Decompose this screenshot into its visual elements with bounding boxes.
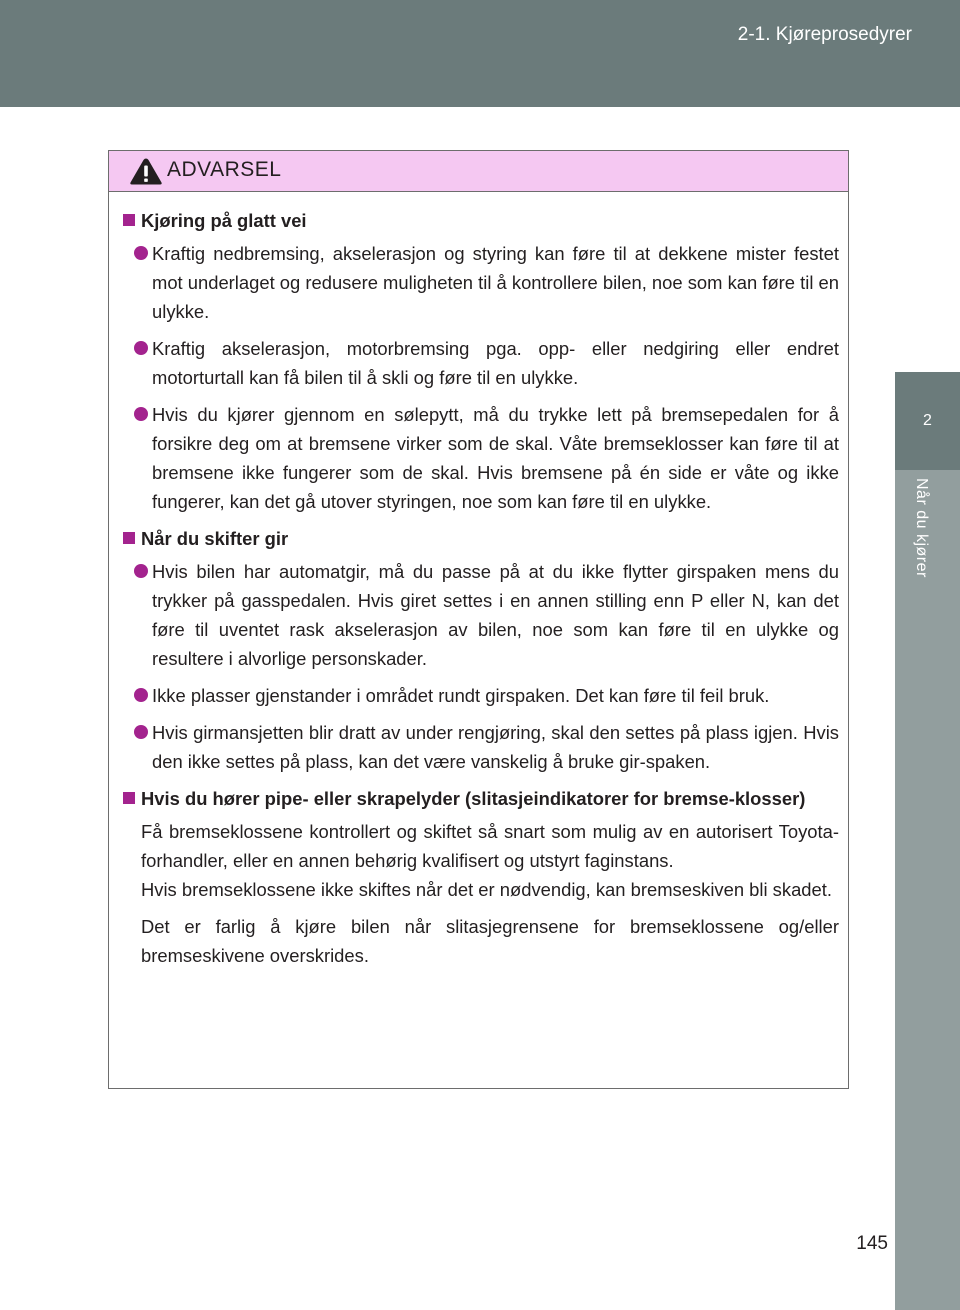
section-heading: Når du skifter gir <box>123 524 839 553</box>
list-item: Ikke plasser gjenstander i området rundt girspaken. Det kan føre til feil bruk. <box>123 681 839 710</box>
list-item: Kraftig nedbremsing, akselerasjon og styring kan føre til at dekkene mister festet mot underlaget og redusere muligheten til å kontrollere bilen, noe som kan føre til en ulykke. <box>123 239 839 326</box>
warning-box <box>108 150 849 1089</box>
dot-bullet-icon <box>134 341 148 355</box>
dot-bullet-icon <box>134 246 148 260</box>
section-heading: Kjøring på glatt vei <box>123 206 839 235</box>
header-band <box>0 0 960 107</box>
dot-bullet-icon <box>134 564 148 578</box>
warning-title: ADVARSEL <box>167 158 282 181</box>
list-item: Hvis du kjører gjennom en sølepytt, må du trykke lett på bremsepedalen for å forsikre deg om at bremsene virker som de skal. Våte bremseklosser kan føre til at bremsene ikke fungerer som de skal. Hvis bremsene på én side er våte og ikke fungerer, kan det gå utover styringen, noe som kan føre til en ulykke. <box>123 400 839 516</box>
warning-body <box>109 192 848 970</box>
chapter-label: Når du kjører <box>913 478 930 578</box>
list-item: Hvis girmansjetten blir dratt av under rengjøring, skal den settes på plass igjen. Hvis den ikke settes på plass, kan det være vanskelig å bruke gir-spaken. <box>123 718 839 776</box>
list-item: Kraftig akselerasjon, motorbremsing pga. opp- eller nedgiring eller endret motorturtall kan få bilen til å skli og føre til en ulykke. <box>123 334 839 392</box>
section-slippery-road <box>123 206 839 516</box>
warning-triangle-icon <box>129 157 163 186</box>
section-shifting-gears <box>123 524 839 776</box>
section-title: 2-1. Kjøreprosedyrer <box>737 24 912 45</box>
square-bullet-icon <box>123 214 135 226</box>
warning-header <box>109 151 848 192</box>
section-heading: Hvis du hører pipe- eller skrapelyder (slitasjeindikatorer for bremse-klosser) <box>123 784 839 813</box>
paragraph: Det er farlig å kjøre bilen når slitasjegrensene for bremseklossene og/eller bremseskivene overskrides. <box>141 916 839 966</box>
list-item: Hvis bilen har automatgir, må du passe på at du ikke flytter girspaken mens du trykker på gasspedalen. Hvis giret settes i en annen stilling enn P eller N, kan det føre til uventet rask akselerasjon av bilen, noe som kan føre til en ulykke og resultere i alvorlige personskader. <box>123 557 839 673</box>
dot-bullet-icon <box>134 407 148 421</box>
square-bullet-icon <box>123 532 135 544</box>
chapter-tab <box>895 372 960 470</box>
dot-bullet-icon <box>134 688 148 702</box>
paragraph: Hvis bremseklossene ikke skiftes når det er nødvendig, kan bremseskiven bli skadet. <box>141 879 832 900</box>
page-number: 145 <box>856 1233 888 1254</box>
section-brake-wear <box>123 784 839 970</box>
square-bullet-icon <box>123 792 135 804</box>
dot-bullet-icon <box>134 725 148 739</box>
chapter-strip <box>895 470 960 1310</box>
paragraph: Få bremseklossene kontrollert og skiftet så snart som mulig av en autorisert Toyota-forhandler, eller en annen behørig kvalifisert og utstyrt faginstans. <box>141 821 839 871</box>
chapter-number: 2 <box>923 412 932 429</box>
